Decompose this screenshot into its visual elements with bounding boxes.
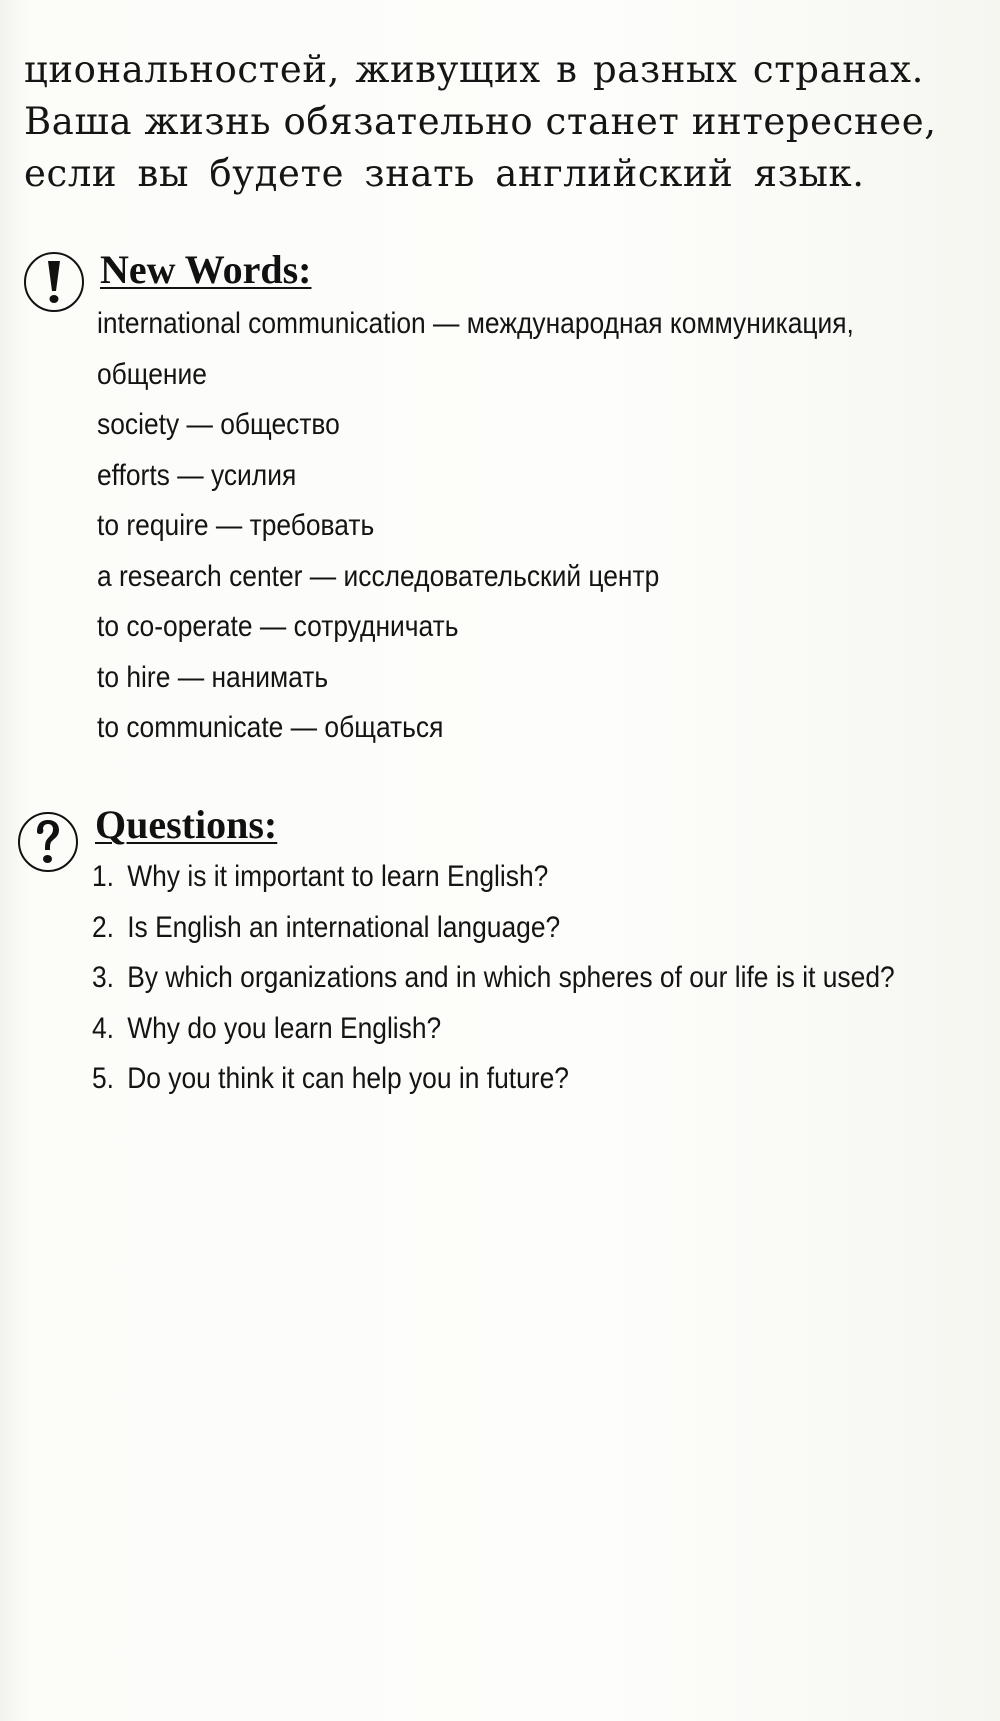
questions-title: Questions: [95, 802, 278, 847]
exclamation-circle-icon [24, 252, 84, 312]
question-item [92, 852, 932, 903]
word-entry: society — общество [97, 408, 340, 441]
question-item [92, 953, 932, 1004]
word-entry: to require — требовать [97, 509, 375, 542]
new-words-list [97, 299, 937, 754]
word-entry: to co-operate — сотрудничать [97, 610, 459, 643]
question-number: 1. [92, 860, 115, 893]
word-entry: to communicate — общаться [97, 711, 444, 744]
question-item [92, 1054, 932, 1105]
question-number: 5. [92, 1062, 115, 1095]
intro-line: циональностей, живущих в разных странах. [24, 48, 924, 91]
question-text: Why is it important to learn English? [127, 860, 549, 893]
word-entry: a research center — исследовательский центр [97, 559, 660, 593]
question-text: Do you think it can help you in future? [127, 1062, 569, 1095]
question-number: 4. [92, 1011, 115, 1045]
intro-paragraph [24, 44, 937, 200]
new-words-title: New Words: [100, 247, 312, 292]
intro-line: Ваша жизнь обязательно станет интереснее, [24, 100, 937, 143]
intro-line: если вы будете знать английский язык. [24, 152, 865, 195]
word-entry: общение [97, 357, 207, 391]
word-entry: efforts — усилия [97, 458, 297, 492]
question-number: 3. [92, 961, 115, 994]
word-entry: to hire — нанимать [97, 660, 329, 694]
questions-list [92, 852, 932, 1105]
word-entry: international communication — международная коммуникация, [97, 307, 854, 340]
question-text: By which organizations and in which spheres of our life is it used? [127, 961, 895, 994]
question-circle-icon [18, 812, 78, 872]
question-item [92, 1004, 932, 1055]
question-number: 2. [92, 910, 115, 944]
question-text: Is English an international language? [127, 910, 561, 944]
question-text: Why do you learn English? [127, 1011, 442, 1045]
question-item [92, 903, 932, 954]
